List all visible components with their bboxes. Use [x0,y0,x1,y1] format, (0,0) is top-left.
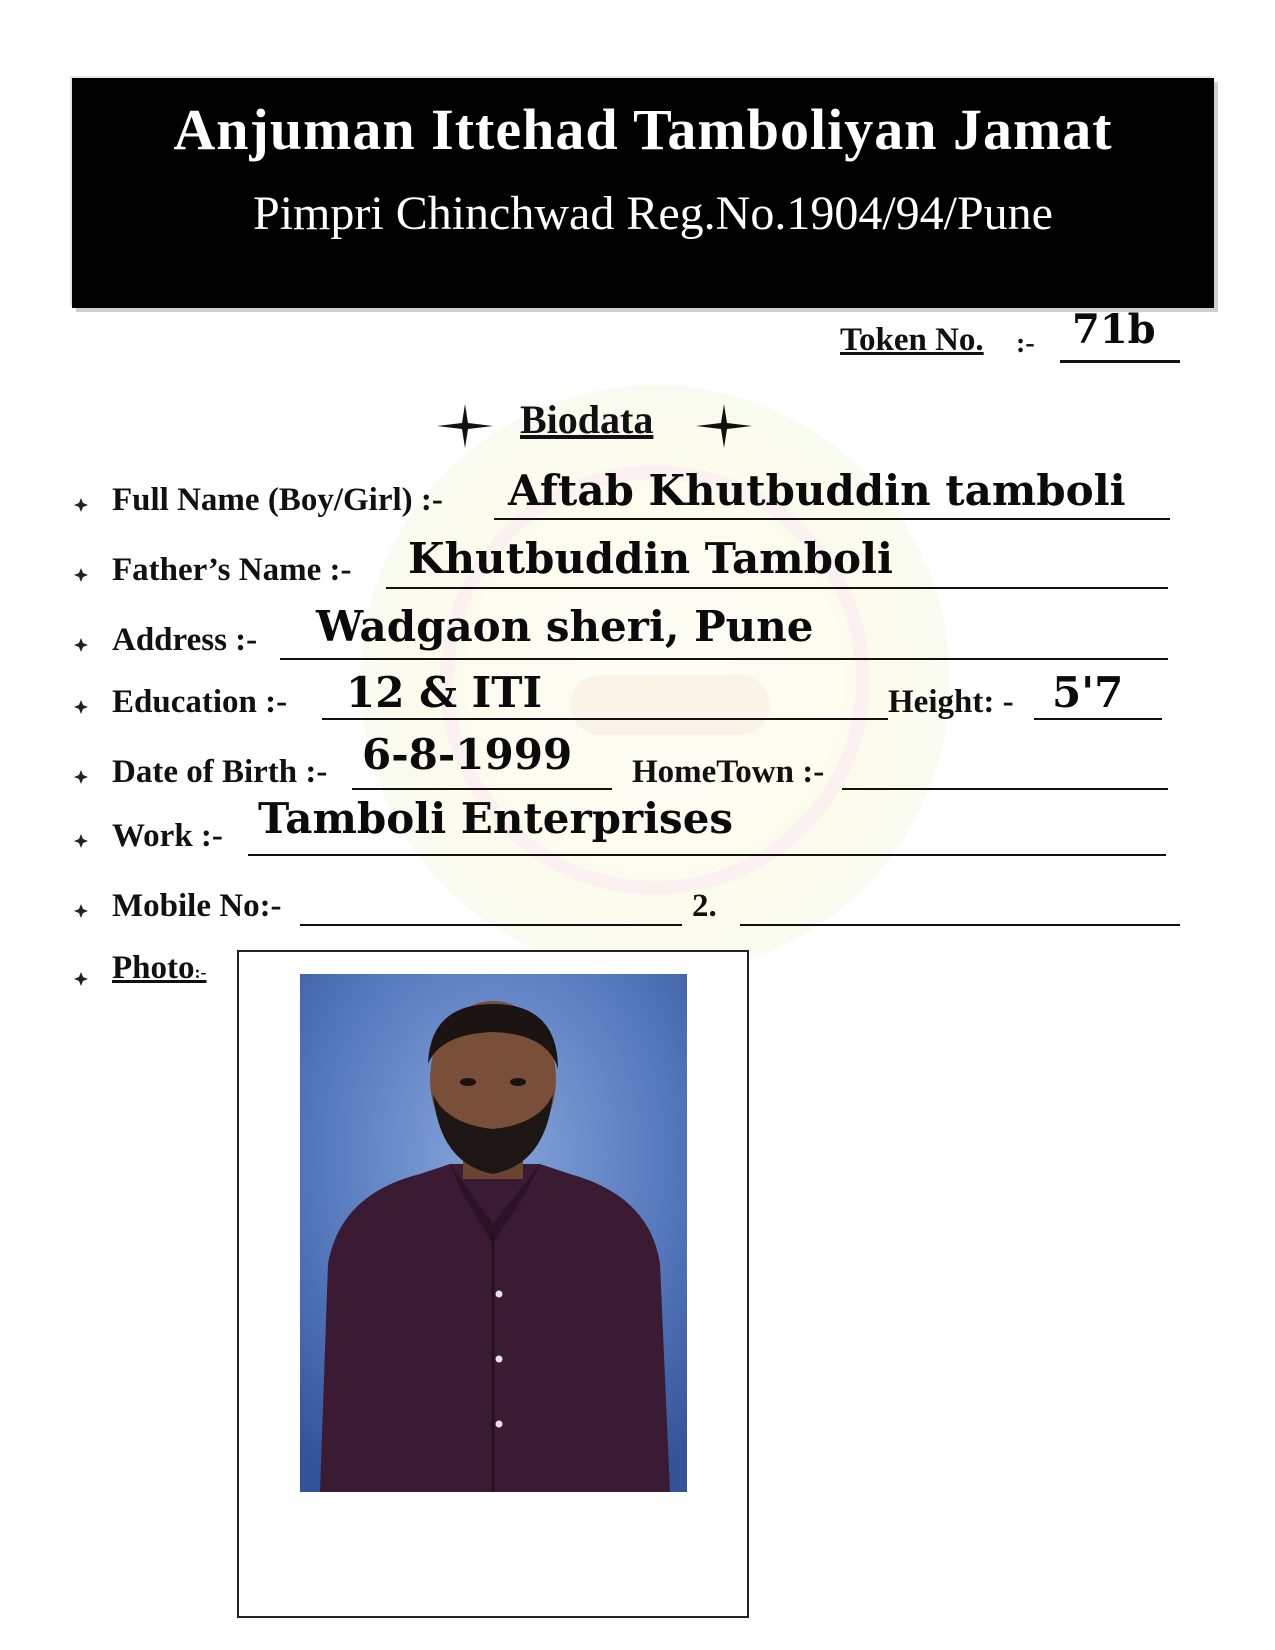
father-name-label: Father’s Name :- [112,552,352,588]
hometown-label: HomeTown :- [632,754,825,790]
organization-registration: Pimpri Chinchwad Reg.No.1904/94/Pune [253,187,1053,240]
diamond-bullet-icon [74,700,88,714]
diamond-bullet-icon [74,834,88,848]
token-label: Token No. [840,322,984,358]
father-name-value: Khutbuddin Tamboli [408,534,893,583]
diamond-bullet-icon [74,638,88,652]
section-title: Biodata [520,397,654,442]
work-line [248,854,1166,856]
hometown-line [842,788,1168,790]
photo-label-wrap [112,950,207,987]
mobile-line-1 [300,924,682,926]
diamond-bullet-icon [74,904,88,918]
photo-separator: :- [194,962,207,982]
mobile-2-label: 2. [692,888,717,924]
height-value: 5'7 [1052,668,1124,717]
mobile-line-2 [740,924,1180,926]
education-label: Education :- [112,684,288,720]
dob-label: Date of Birth :- [112,754,328,790]
address-line [280,658,1168,660]
star-left-icon [437,404,493,453]
portrait-photo [300,974,687,1492]
father-name-line [386,587,1168,589]
height-line [1034,718,1162,720]
address-label: Address :- [112,622,258,658]
diamond-bullet-icon [74,770,88,784]
address-value: Wadgaon sheri, Pune [316,602,814,651]
mobile-label: Mobile No:- [112,888,282,924]
star-right-icon [696,404,752,453]
education-value: 12 & ITI [346,668,543,717]
dob-value: 6-8-1999 [362,730,573,779]
diamond-bullet-icon [74,972,88,986]
height-label: Height: - [888,684,1014,720]
photo-frame [237,950,749,1618]
header-banner [72,78,1214,308]
work-label: Work :- [112,818,223,854]
token-value: 71b [1072,306,1156,353]
token-line [1060,360,1180,363]
token-separator: :- [1016,328,1035,359]
photo-label: Photo [112,950,195,986]
diamond-bullet-icon [74,568,88,582]
education-line [322,718,888,720]
dob-line [352,788,612,790]
diamond-bullet-icon [74,498,88,512]
full-name-line [494,518,1170,520]
organization-name: Anjuman Ittehad Tamboliyan Jamat [173,97,1113,162]
full-name-label: Full Name (Boy/Girl) :- [112,482,443,518]
work-value: Tamboli Enterprises [258,794,734,843]
full-name-value: Aftab Khutbuddin tamboli [508,466,1126,515]
